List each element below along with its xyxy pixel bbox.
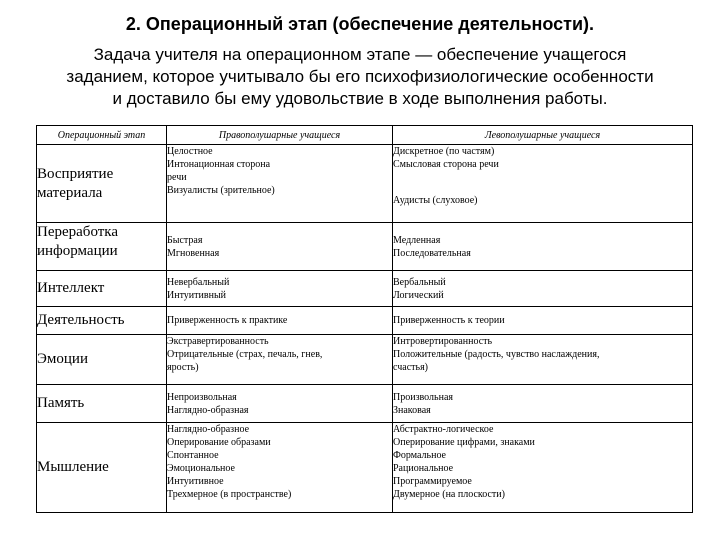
subtitle-line: заданием, которое учитывало бы его психофизиологические особенности (66, 67, 654, 86)
cell-line: Вербальный (393, 276, 446, 288)
right-hemisphere-cell (167, 223, 393, 271)
cell-line: Дискретное (по частям) (393, 146, 495, 157)
right-hemisphere-cell (167, 385, 393, 423)
cell-line: счастья) (393, 362, 429, 373)
cell-line: Знаковая (393, 404, 431, 416)
cell-line: Приверженность к практике (167, 315, 288, 326)
row-label-line: Восприятие (37, 165, 114, 182)
row-label-line: Мышление (37, 459, 109, 475)
cell-line: Рациональное (393, 463, 454, 474)
header-right-hemisphere: Правополушарные учащиеся (167, 126, 393, 145)
right-hemisphere-cell (167, 307, 393, 335)
cell-line: Интонационная сторона (167, 159, 271, 170)
cell-line: речи (167, 172, 187, 183)
cell-line: Эмоциональное (167, 463, 235, 474)
table-row (37, 271, 693, 307)
cell-line: Приверженность к теории (393, 315, 505, 326)
table-row (37, 145, 693, 223)
cell-line: Интуитивное (167, 476, 224, 487)
row-label (37, 271, 167, 307)
header-stage: Операционный этап (37, 126, 167, 145)
subtitle-line: Задача учителя на операционном этапе — обеспечение учащегося (93, 45, 627, 64)
table-row (37, 307, 693, 335)
left-hemisphere-cell (393, 335, 693, 385)
cell-line: Аудисты (слуховое) (393, 195, 478, 206)
cell-line: Быстрая (167, 234, 203, 246)
cell-line: Смысловая сторона речи (393, 159, 499, 170)
header-left-hemisphere: Левополушарные учащиеся (393, 126, 693, 145)
slide-title: 2. Операционный этап (обеспечение деятельности). (125, 14, 595, 34)
left-hemisphere-cell (393, 307, 693, 335)
cell-line: Мгновенная (167, 247, 220, 259)
cell-line: Наглядно-образное (167, 424, 250, 435)
cell-line: Абстрактно-логическое (393, 424, 494, 435)
subtitle-line: и доставило бы ему удовольствие в ходе выполнения работы. (112, 89, 608, 108)
cell-line: Логический (393, 289, 444, 301)
right-hemisphere-cell (167, 335, 393, 385)
table-header-row (37, 126, 693, 145)
left-hemisphere-cell (393, 385, 693, 423)
cell-line: Отрицательные (страх, печаль, гнев, (167, 349, 323, 360)
cell-line: Наглядно-образная (167, 404, 249, 416)
slide-subtitle (20, 44, 700, 110)
cell-line: Экстравертированность (167, 336, 269, 347)
cell-line: Непроизвольная (167, 391, 237, 403)
cell-line: Последовательная (393, 247, 471, 259)
cell-line: Трехмерное (в пространстве) (167, 489, 292, 500)
cell-line: Двумерное (на плоскости) (393, 489, 505, 500)
row-label (37, 307, 167, 335)
left-hemisphere-cell (393, 145, 693, 223)
row-label (37, 335, 167, 385)
row-label (37, 385, 167, 423)
cell-line: Положительные (радость, чувство наслаждения, (393, 349, 600, 360)
row-label (37, 223, 167, 271)
table-row (37, 385, 693, 423)
row-label-line: информации (37, 243, 118, 259)
cell-line: Спонтанное (167, 450, 219, 461)
cell-line: Оперирование образами (167, 437, 271, 448)
row-label-line: Переработка (37, 224, 119, 240)
row-label-line: материала (37, 184, 103, 201)
left-hemisphere-cell (393, 223, 693, 271)
cell-line: Оперирование цифрами, знаками (393, 437, 535, 448)
row-label-line: Эмоции (37, 351, 88, 367)
cell-line: Целостное (167, 146, 213, 157)
cell-line: Интровертированность (393, 336, 493, 347)
cell-line: Невербальный (167, 276, 230, 288)
comparison-table (36, 125, 693, 513)
cell-line: Формальное (393, 450, 446, 461)
cell-line: ярость) (167, 362, 199, 373)
cell-line: Произвольная (393, 391, 453, 403)
row-label-line: Интеллект (37, 280, 105, 296)
table-row (37, 423, 693, 513)
right-hemisphere-cell (167, 423, 393, 513)
left-hemisphere-cell (393, 423, 693, 513)
row-label-line: Деятельность (37, 312, 125, 328)
row-label-line: Память (37, 395, 85, 411)
row-label (37, 145, 167, 223)
table-row (37, 223, 693, 271)
right-hemisphere-cell (167, 145, 393, 223)
left-hemisphere-cell (393, 271, 693, 307)
cell-line: Интуитивный (167, 289, 227, 301)
cell-line: Визуалисты (зрительное) (167, 185, 275, 196)
right-hemisphere-cell (167, 271, 393, 307)
cell-line: Программируемое (393, 476, 472, 487)
cell-line: Медленная (393, 234, 441, 246)
table-row (37, 335, 693, 385)
row-label (37, 423, 167, 513)
